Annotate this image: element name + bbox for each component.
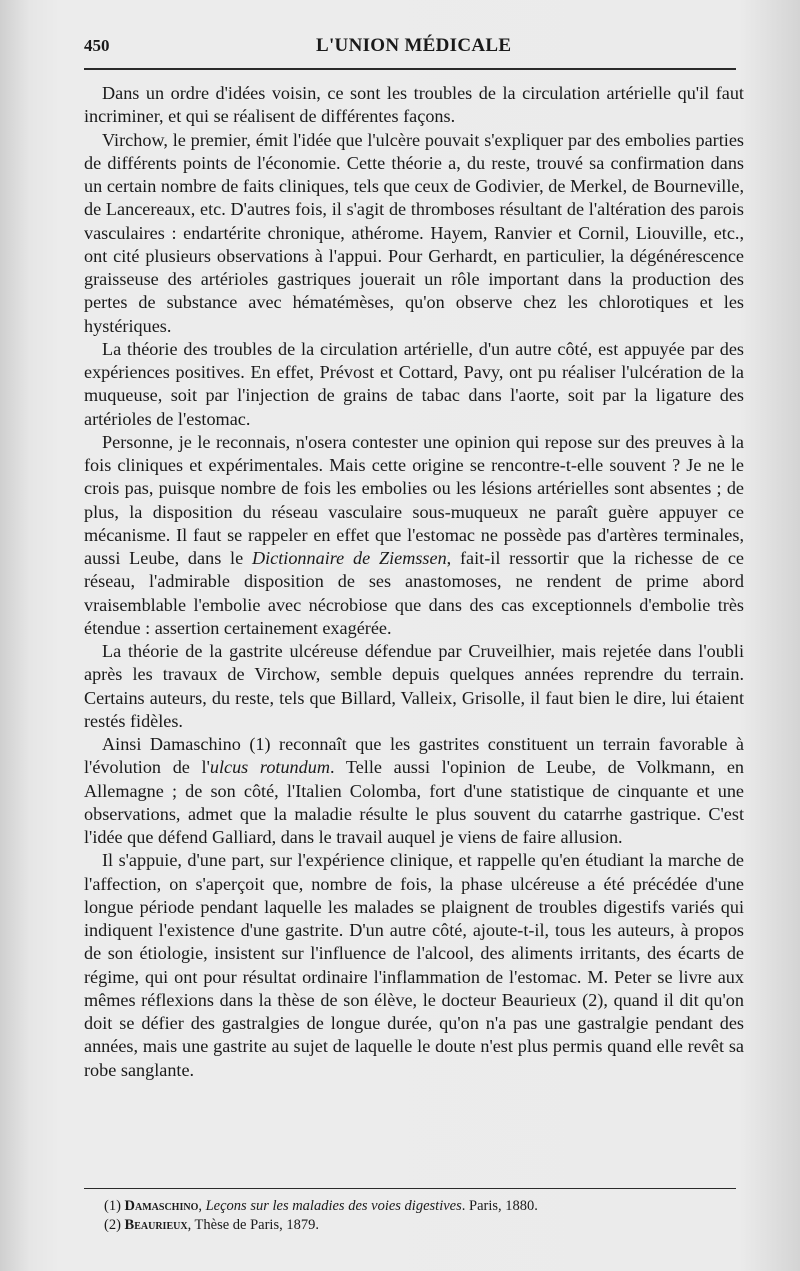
paragraph	[84, 129, 744, 338]
footnote-title: Leçons sur les maladies des voies digestives	[205, 1198, 462, 1214]
text-run: Ainsi Damaschino (1) reconnaît que les gastrites constituent un terrain favorable à l'évolution de l'	[84, 734, 744, 778]
footnote-mark: (1)	[104, 1198, 121, 1214]
footnote-author: Damaschino	[124, 1198, 199, 1214]
paragraph	[84, 849, 744, 1082]
paragraph	[84, 82, 744, 129]
text-run: Il s'appuie, d'une part, sur l'expérience clinique, et rappelle qu'en étudiant la marche de l'affection, on s'aperçoit que, nombre de fois, la phase ulcéreuse a été précédée d'une longue période pendant laquelle les malades se plaignent de troubles digestifs variés qui indiquent l'existence d'une gastrite. D'un autre côté, ajoute-t-il, tous les auteurs, à propos de son étiologie, insistent sur l'influence de l'alcool, des aliments irritants, des écarts de régime, qui ont pour résultat ordinaire l'inflammation de l'estomac. M. Peter se livre aux mêmes réflexions dans la thèse de son élève, le docteur Beaurieux (2), quand il dit qu'on doit se défier des gastralgies de longue durée, qu'on n'a pas une gastralgie pendant des années, mais une gastrite au sujet de laquelle le doute n'est plus permis quand elle revêt sa robe sanglante.	[84, 850, 744, 1080]
page-header	[84, 34, 736, 60]
paragraph	[84, 338, 744, 431]
footnotes	[104, 1197, 744, 1235]
text-run: Dans un ordre d'idées voisin, ce sont les troubles de la circulation artérielle qu'il faut incriminer, et qui se réalisent de différentes façons.	[84, 83, 744, 127]
text-run: Virchow, le premier, émit l'idée que l'ulcère pouvait s'expliquer par des embolies parties de différents points de l'économie. Cette théorie a, du reste, trouvé sa confirmation dans un certain nombre de faits cliniques, tels que ceux de Godivier, de Merkel, de Bourneville, de Lancereaux, etc. D'autres fois, il s'agit de thromboses résultant de l'altération des parois vasculaires : endartérite chronique, athérome. Hayem, Ranvier et Cornil, Liouville, etc., ont cité plusieurs observations à l'appui. Pour Gerhardt, en particulier, la dégénérescence graisseuse des artérioles gastriques jouerait un rôle important dans la production des pertes de substance avec hématémèses, qu'on observe chez les chlorotiques et les hystériques.	[84, 129, 744, 336]
paragraph	[84, 640, 744, 733]
text-run: La théorie des troubles de la circulation artérielle, d'un autre côté, est appuyée par des expériences positives. En effet, Prévost et Cottard, Pavy, ont pu réaliser l'ulcération de la muqueuse, soit par l'injection de grains de tabac dans l'aorte, soit par la ligature des artérioles de l'estomac.	[84, 338, 744, 429]
text-run: La théorie de la gastrite ulcéreuse défendue par Cruveilhier, mais rejetée dans l'oubli après les travaux de Virchow, semble depuis quelques années reprendre du terrain. Certains auteurs, du reste, tels que Billard, Valleix, Grisolle, il faut bien le dire, lui étaient restés fidèles.	[84, 641, 744, 731]
page-number: 450	[84, 36, 110, 55]
footnote-rule	[84, 1188, 736, 1189]
footnote-rest: , Thèse de Paris, 1879.	[187, 1217, 319, 1233]
running-title: L'UNION MÉDICALE	[316, 35, 512, 56]
footnote	[104, 1216, 744, 1235]
footnote-rest: . Paris, 1880.	[461, 1198, 538, 1214]
text-run: . Telle aussi l'opinion de Leube, de Volkmann, en Allemagne ; de son côté, l'Italien Colomba, fort d'une statistique de cinquante et une observations, admet que la maladie résulte le plus souvent du catarrhe gastrique. C'est l'idée que défend Galliard, dans le travail auquel je viens de faire allusion.	[84, 757, 745, 847]
italic-title: ulcus rotundum	[209, 757, 330, 778]
footnote-author: Beaurieux	[124, 1217, 188, 1233]
text-run: , fait-il ressortir que la richesse de ce réseau, l'admirable disposition de ses anastomoses, ne rendent de prime abord vraisemblable l'embolie avec nécrobiose que dans des cas exceptionnels d'embolie très étendue : assertion certainement exagérée.	[84, 548, 744, 638]
footnote: (1) Damaschino, Leçons sur les maladies des voies digestives. Paris, 1880.	[104, 1198, 538, 1214]
text-run: Personne, je le reconnais, n'osera contester une opinion qui repose sur des preuves à la fois cliniques et expérimentales. Mais cette origine se rencontre-t-elle souvent ? Je ne le crois pas, puisque nombre de fois les embolies ou les lésions artérielles sont absentes ; de plus, la disposition du réseau vasculaire sous-muqueux ne paraît guère appuyer ce mécanisme. Il faut se rappeler en effet que l'estomac ne possède pas d'artères terminales, aussi Leube, dans le	[84, 431, 744, 568]
paragraph	[84, 431, 744, 640]
footnote-mark: (2)	[104, 1217, 121, 1233]
header-rule	[84, 68, 736, 70]
paragraph	[84, 733, 744, 849]
body-text	[84, 82, 744, 1082]
italic-title: Dictionnaire de Ziemssen	[251, 548, 447, 568]
